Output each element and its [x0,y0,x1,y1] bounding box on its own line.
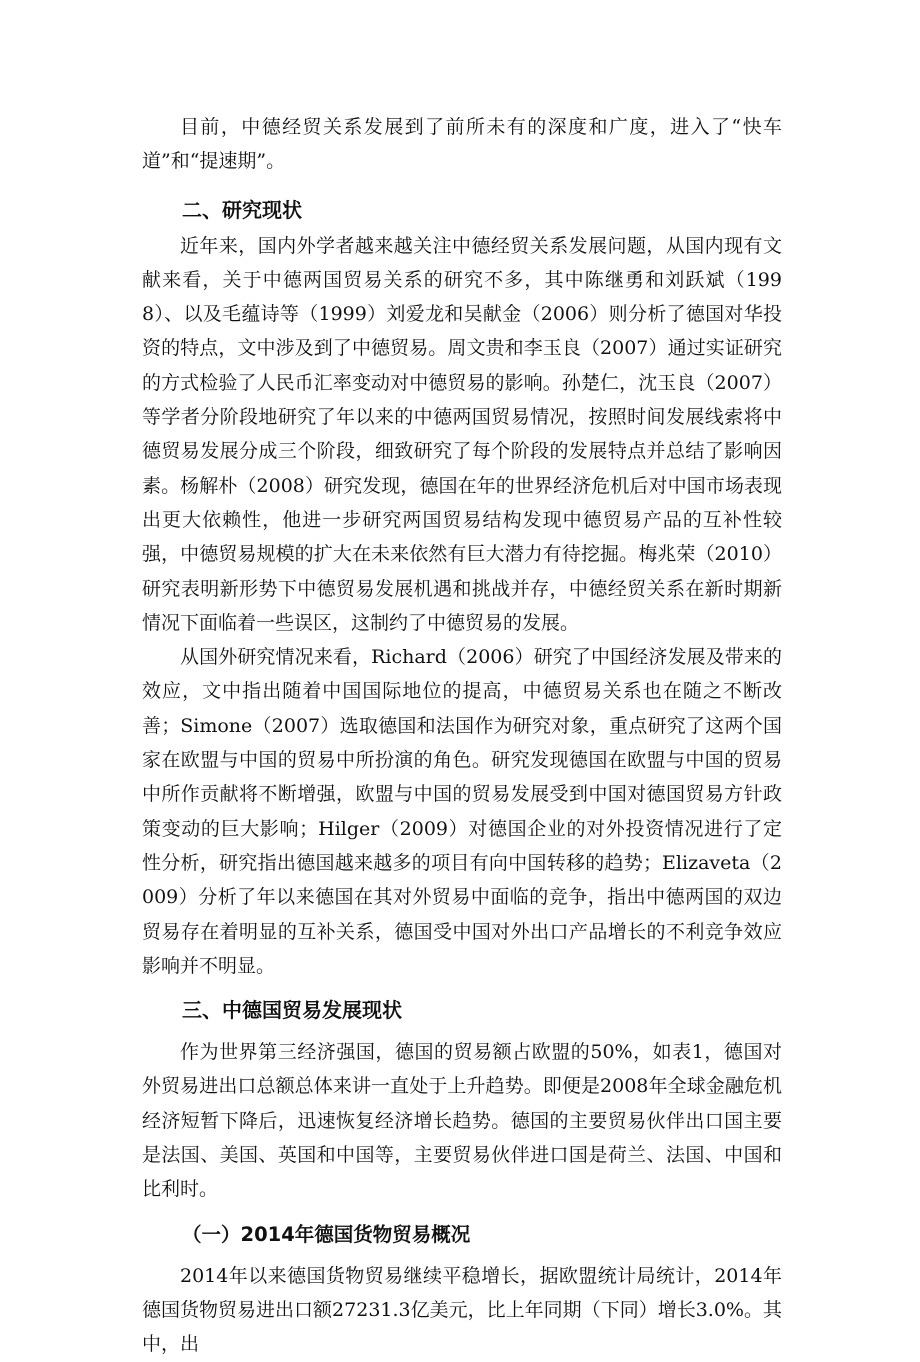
section-heading-trade-status: 三、中德国贸易发展现状 [182,998,402,1023]
trade-2014-paragraph: 2014年以来德国货物贸易继续平稳增长，据欧盟统计局统计，2014年德国货物贸易进出口额27231.3亿美元，比上年同期（下同）增长3.0%。其中，出 [142,1264,782,1356]
foreign-research-paragraph: 从国外研究情况来看，Richard（2006）研究了中国经济发展及带来的效应，文中指出随着中国国际地位的提高，中德贸易关系也在随之不断改善；Simone（2007）选取德国和法国作为研究对象，重点研究了这两个国家在欧盟与中国的贸易中所扮演的角色。研究发现德国在欧盟与中国的贸易中所作贡献将不断增强，欧盟与中国的贸易发展受到中国对德国贸易方针政策变动的巨大影响；Hilger（2009）对德国企业的对外投资情况进行了定性分析，研究指出德国越来越多的项目有向中国转移的趋势；Elizaveta（2009）分析了年以来德国在其对外贸易中面临的竞争，指出中德两国的双边贸易存在着明显的互补关系，德国受中国对外出口产品增长的不利竞争效应影响并不明显。 [142,646,782,977]
section-heading-research-status: 二、研究现状 [182,197,302,222]
document-page [142,110,782,1362]
intro-paragraph: 目前，中德经贸关系发展到了前所未有的深度和广度，进入了“快车道”和“提速期”。 [142,116,782,173]
subsection-heading-2014-trade: （一）2014年德国货物贸易概况 [182,1222,471,1246]
domestic-research-paragraph: 近年来，国内外学者越来越关注中德经贸关系发展问题，从国内现有文献来看，关于中德两国贸易关系的研究不多，其中陈继勇和刘跃斌（1998）、以及毛蕴诗等（1999）刘爱龙和吴献金（2006）则分析了德国对华投资的特点，文中涉及到了中德贸易。周文贵和李玉良（2007）通过实证研究的方式检验了人民币汇率变动对中德贸易的影响。孙楚仁，沈玉良（2007）等学者分阶段地研究了年以来的中德两国贸易情况，按照时间发展线索将中德贸易发展分成三个阶段，细致研究了每个阶段的发展特点并总结了影响因素。杨解朴（2008）研究发现，德国在年的世界经济危机后对中国市场表现出更大依赖性，他进一步研究两国贸易结构发现中德贸易产品的互补性较强，中德贸易规模的扩大在未来依然有巨大潜力有待挖掘。梅兆荣（2010）研究表明新形势下中德贸易发展机遇和挑战并存，中德经贸关系在新时期新情况下面临着一些误区，这制约了中德贸易的发展。 [142,234,782,634]
trade-status-paragraph: 作为世界第三经济强国，德国的贸易额占欧盟的50%，如表1，德国对外贸易进出口总额总体来讲一直处于上升趋势。即便是2008年全球金融危机经济短暂下降后，迅速恢复经济增长趋势。德国的主要贸易伙伴出口国主要是法国、美国、英国和中国等，主要贸易伙伴进口国是荷兰、法国、中国和比利时。 [142,1041,782,1201]
